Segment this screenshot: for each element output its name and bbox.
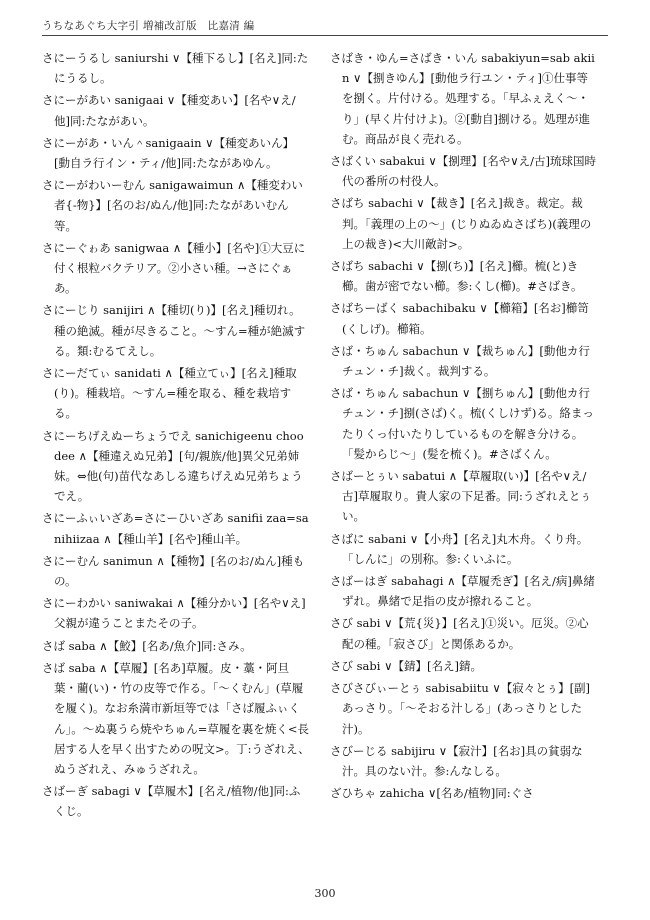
page-number: 300 [314, 887, 336, 900]
right-column [330, 48, 598, 805]
dictionary-entry: さびさびぃーとぅ sabisabiitu ∨【寂々とぅ】[副]あっさり。「～そおる汁しる」(あっさりとした汁)。 [330, 681, 591, 736]
dictionary-entry: さにーがわいーむん sanigawaimun ∧【種変わい者{-物}】[名のお/ぬん/他]同:たながあいむん等。 [42, 178, 303, 233]
dictionary-entry: さばーとぅい sabatui ∧【草履取(い)】[名や∨え/古]草履取り。貴人家の下足番。同:うざれえとぅい。 [330, 469, 592, 524]
dictionary-entry: さば・ちゅん sabachun ∨【捌ちゅん】[動他カ行チュン・チ]捌(さば)く。梳(くしけず)る。絡まったりくっ付いたりしているものを解き分ける。「髪からじ～」(髪を梳く)。#さばくん。 [330, 386, 594, 461]
dictionary-entry: さば saba ∧【鮫】[名あ/魚介]同:さみ。 [42, 638, 252, 653]
dictionary-entry: さにーぐゎあ sanigwaa ∧【種小】[名や]①大豆に付く根粒バクテリア。②小さい種。→さにぐぁあ。 [42, 240, 306, 296]
dictionary-entry: さにーふぃいざあ=さにーひいざあ sanifii zaa=sanihiizaa ∧【種山羊】[名や]種山羊。 [42, 511, 309, 546]
header-rule [42, 35, 608, 36]
dictionary-entry: さばき・ゆん=さばき・いん sabakiyun=sab akiin ∨【捌きゆん】[動他ラ行ユン・ティ]①仕事等を捌く。片付ける。処理する。「早ふぇえく～・り」(早く片付けよ)。②[動自]捌ける。処理が進む。商品が良く売れる。 [330, 51, 595, 146]
dictionary-entry: ざひちゃ zahicha ∨[名あ/植物]同:ぐさ [330, 786, 534, 801]
dictionary-entry: さばーぎ sabagi ∨【草履木】[名え/植物/他]同:ふくじ。 [42, 784, 301, 819]
dictionary-entry: さにーわかい saniwakai ∧【種分かい】[名や∨え]父親が違うことまたその子。 [42, 596, 306, 631]
dictionary-entry: さにーがあい sanigaai ∨【種変あい】[名や∨え/他]同:たながあい。 [42, 93, 296, 128]
dictionary-entry: さばち sabachi ∨【捌(ち)】[名え]櫛。梳(と)き櫛。歯が密でない櫛。参:くし(櫛)。#さばき。 [330, 259, 583, 294]
dictionary-entry: さにーじり sanijiri ∧【種切(り)】[名え]種切れ。種の絶滅。種が尽きること。～すん=種が絶滅する。類:むるてえし。 [42, 303, 306, 358]
dictionary-entry: さばーはぎ sabahagi ∧【草履禿ぎ】[名え/病]鼻緒ずれ。鼻緒で足指の皮が擦れること。 [330, 574, 595, 609]
dictionary-entry: さにーだてぃ sanidati ∧【種立てぃ】[名え]種取(り)。種栽培。～すん=種を取る、種を栽培する。 [42, 366, 297, 421]
dictionary-entry: さにーちげえぬーちょうでえ sanichigeenu choodee ∧【種違えぬ兄弟】[句/親族/他]異父兄弟姉妹。⇔他(句)苗代なあしる違ちげえぬ兄弟ちょうでえ。 [42, 428, 304, 504]
dictionary-entry: さば・ちゅん sabachun ∨【裁ちゅん】[動他カ行チュン・チ]裁く。裁判する。 [330, 343, 590, 379]
dictionary-entry: さびーじる sabijiru ∨【寂汁】[名お]具の貧弱な汁。具のない汁。参:んなしる。 [330, 743, 583, 778]
dictionary-entry: さばちーばく sabachibaku ∨【櫛箱】[名お]櫛笥(くしげ)。櫛箱。 [330, 301, 589, 336]
running-header: うちなあぐち大字引 増補改訂版 比嘉清 編 [42, 20, 255, 32]
dictionary-entry: さば saba ∧【草履】[名あ]草履。皮・藁・阿旦葉・藺(い)・竹の皮等で作る。「～くむん」(草履を履く)。なお糸満市新垣等では「さば履ふぃくん」。～ぬ裏うら焼やちゅん=草履を裏を焼く<長居する人を早く出すための呪文>。丁:うざれえ、ぬうざれえ、みゅうざれえ。 [42, 660, 310, 776]
dictionary-entry: さにーがあ・いん＾sanigaain ∨【種変あいん】[動自ラ行イン・ティ/他]同:たながあゆん。 [42, 135, 295, 171]
dictionary-entry: さび sabi ∨【錆】[名え]錆。 [330, 658, 482, 673]
dictionary-entry: さばくい sabakui ∨【捌理】[名や∨え/古]琉球国時代の番所の村役人。 [330, 154, 597, 189]
left-column [42, 48, 310, 824]
dictionary-entry: さにーうるし saniurshi ∨【種下るし】[名え]同:たにうるし。 [42, 51, 309, 86]
dictionary-entry: さばち sabachi ∨【裁き】[名え]裁き。裁定。裁判。「義理の上の～」(じりぬゐぬさばち)(義理の上の裁き)<大川敵討>。 [330, 196, 592, 251]
dictionary-entry: さにーむん sanimun ∧【種物】[名のお/ぬん]種もの。 [42, 553, 305, 589]
dictionary-entry: さび sabi ∨【荒{災}】[名え]①災い。厄災。②心配の種。「寂さび」と関係あるか。 [330, 616, 589, 651]
dictionary-entry: さばに sabani ∨【小舟】[名え]丸木舟。くり舟。「しんに」の別称。参:くいふに。 [330, 531, 589, 566]
